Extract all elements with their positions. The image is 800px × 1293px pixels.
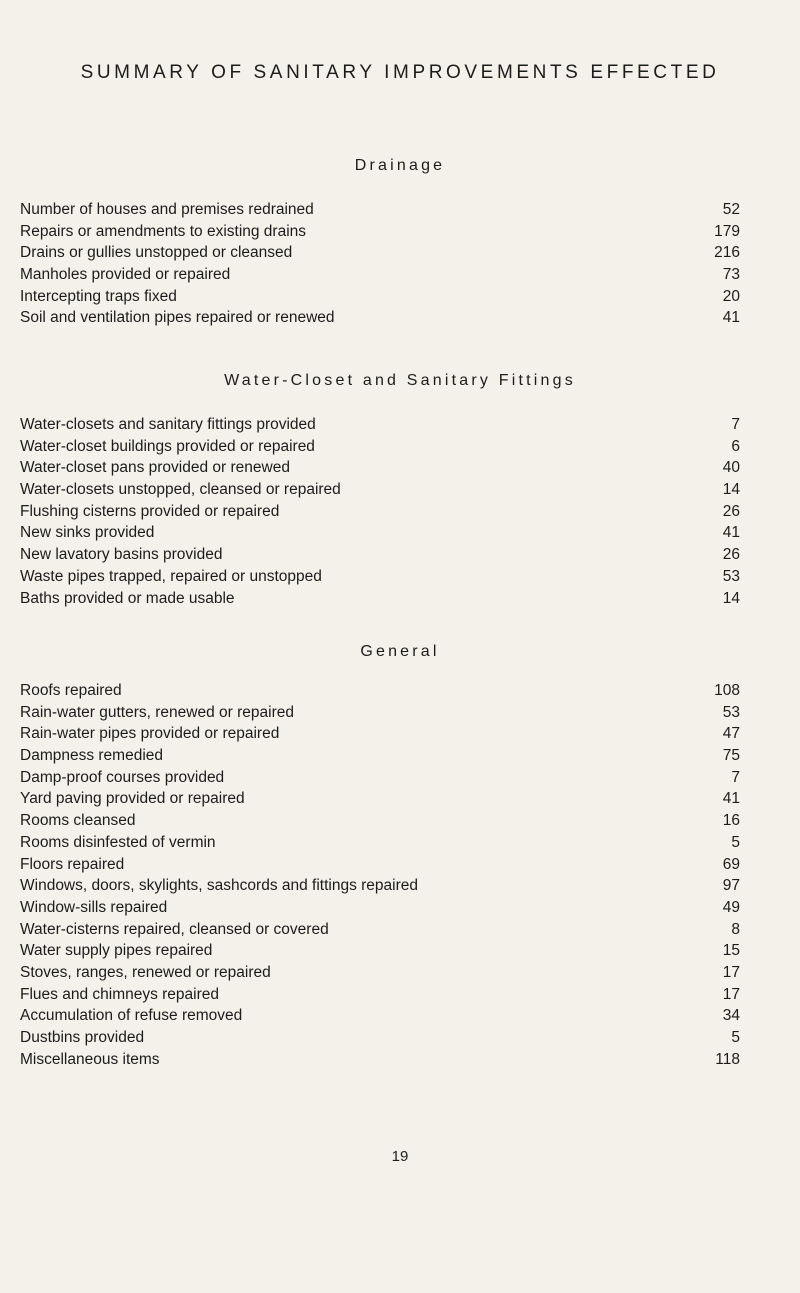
item-value: 73 — [722, 266, 740, 284]
list-item — [20, 745, 740, 767]
item-label: Baths provided or made usable — [20, 589, 235, 607]
list-item — [20, 544, 740, 566]
item-label: Water-closet buildings provided or repaired — [20, 437, 315, 455]
list-item — [20, 479, 740, 501]
item-label: Rooms cleansed — [20, 812, 136, 830]
item-label: Damp-proof courses provided — [20, 768, 225, 786]
item-label: Window-sills repaired — [20, 898, 168, 916]
section-heading-general: General — [360, 643, 440, 660]
item-value: 17 — [722, 985, 740, 1003]
item-label: Soil and ventilation pipes repaired or renewed — [20, 309, 335, 327]
list-water-closet — [20, 414, 740, 609]
item-value: 16 — [722, 812, 740, 830]
list-item — [20, 810, 740, 832]
item-value: 97 — [722, 877, 740, 895]
list-item — [20, 264, 740, 286]
item-value: 216 — [714, 244, 740, 262]
item-label: Rooms disinfested of vermin — [20, 833, 216, 851]
list-item — [20, 875, 740, 897]
item-label: Repairs or amendments to existing drains — [20, 222, 307, 240]
list-item — [20, 788, 740, 810]
item-label: Flues and chimneys repaired — [20, 985, 220, 1003]
item-value: 6 — [731, 437, 740, 455]
item-label: Dampness remedied — [20, 747, 164, 765]
section-heading-drainage: Drainage — [354, 157, 446, 174]
item-value: 14 — [722, 481, 740, 499]
item-value: 75 — [722, 747, 740, 765]
item-value: 15 — [722, 942, 740, 960]
list-item — [20, 436, 740, 458]
list-item — [20, 767, 740, 789]
item-value: 118 — [715, 1050, 740, 1068]
list-item — [20, 566, 740, 588]
item-label: Rain-water gutters, renewed or repaired — [20, 703, 294, 721]
item-value: 49 — [722, 898, 740, 916]
item-label: Roofs repaired — [20, 682, 122, 699]
item-label: Flushing cisterns provided or repaired — [20, 502, 280, 520]
list-item — [20, 588, 740, 610]
item-value: 179 — [714, 222, 740, 240]
item-label: Number of houses and premises redrained — [20, 201, 314, 218]
item-label: Water-closet pans provided or renewed — [20, 459, 290, 477]
list-item — [20, 501, 740, 523]
item-label: Stoves, ranges, renewed or repaired — [20, 963, 271, 981]
list-item — [20, 199, 740, 221]
list-item — [20, 1027, 740, 1049]
item-label: Manholes provided or repaired — [20, 266, 231, 284]
item-label: Waste pipes trapped, repaired or unstopped — [20, 567, 322, 585]
item-label: Miscellaneous items — [20, 1050, 160, 1068]
item-value: 5 — [731, 1029, 740, 1046]
item-label: Water-closets and sanitary fittings provided — [20, 416, 316, 433]
item-value: 53 — [722, 567, 740, 585]
page-title: SUMMARY OF SANITARY IMPROVEMENTS EFFECTED — [80, 62, 720, 83]
item-value: 108 — [714, 682, 740, 699]
item-value: 52 — [722, 201, 740, 218]
item-label: Windows, doors, skylights, sashcords and fittings repaired — [20, 877, 419, 895]
item-label: Dustbins provided — [20, 1029, 145, 1046]
list-item — [20, 414, 740, 436]
item-label: Floors repaired — [20, 855, 125, 873]
list-item — [20, 832, 740, 854]
item-label: New sinks provided — [20, 524, 155, 542]
item-value: 47 — [722, 725, 740, 743]
item-value: 69 — [722, 855, 740, 873]
list-item — [20, 522, 740, 544]
list-item — [20, 897, 740, 919]
list-item — [20, 242, 740, 264]
item-value: 7 — [731, 768, 740, 786]
item-label: Intercepting traps fixed — [20, 287, 177, 305]
item-value: 17 — [722, 963, 740, 981]
list-item — [20, 940, 740, 962]
item-value: 20 — [722, 287, 740, 305]
list-item — [20, 702, 740, 724]
list-item — [20, 984, 740, 1006]
item-value: 8 — [731, 920, 740, 938]
item-value: 26 — [722, 502, 740, 520]
list-general — [20, 680, 740, 1070]
item-value: 26 — [722, 546, 740, 564]
item-value: 41 — [722, 309, 740, 327]
item-value: 14 — [722, 589, 740, 607]
list-item — [20, 723, 740, 745]
list-item — [20, 1005, 740, 1027]
section-heading-water-closet: Water-Closet and Sanitary Fittings — [224, 372, 576, 389]
item-value: 53 — [722, 703, 740, 721]
list-item — [20, 286, 740, 308]
list-drainage — [20, 199, 740, 329]
item-value: 34 — [722, 1007, 740, 1025]
page-number: 19 — [391, 1148, 409, 1165]
item-label: New lavatory basins provided — [20, 546, 223, 564]
item-label: Drains or gullies unstopped or cleansed — [20, 244, 293, 262]
item-value: 7 — [731, 416, 740, 433]
list-item — [20, 919, 740, 941]
list-item — [20, 962, 740, 984]
item-label: Water-cisterns repaired, cleansed or covered — [20, 920, 329, 938]
item-value: 40 — [722, 459, 740, 477]
list-item — [20, 457, 740, 479]
item-value: 5 — [731, 833, 740, 851]
list-item — [20, 680, 740, 702]
item-label: Water-closets unstopped, cleansed or repaired — [20, 481, 341, 499]
item-label: Yard paving provided or repaired — [20, 790, 245, 808]
item-value: 41 — [722, 790, 740, 808]
list-item — [20, 221, 740, 243]
item-label: Accumulation of refuse removed — [20, 1007, 243, 1025]
item-label: Rain-water pipes provided or repaired — [20, 725, 280, 743]
list-item — [20, 1049, 740, 1071]
list-item — [20, 307, 740, 329]
item-value: 41 — [722, 524, 740, 542]
list-item — [20, 854, 740, 876]
item-label: Water supply pipes repaired — [20, 942, 213, 960]
